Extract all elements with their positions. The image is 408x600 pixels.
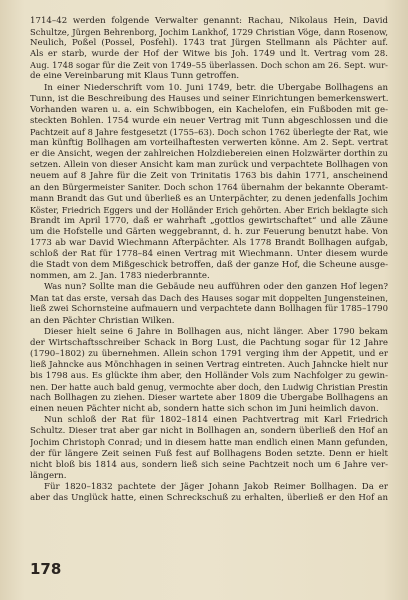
text-line: an den Bürgermeister Saniter. Doch schon 1764 übernahm der bekannte Oberamt- (30, 182, 388, 193)
text-line: Was nun? Sollte man die Gebäude neu aufführen oder den ganzen Hof legen? (44, 282, 388, 293)
text-line: einen neuen Pächter nicht ab, sondern hatte sich schon im Juni heimlich davon. (30, 404, 379, 415)
text-line: ließ Jahncke aus Mönchhagen in seinen Vertrag eintreten. Auch Jahncke hielt nur (30, 359, 388, 370)
text-line: nen. Der hatte auch bald genug, vermochte aber doch, den Ludwig Christian Prestin (30, 382, 388, 393)
text-line: der für längere Zeit seinen Fuß fest auf Bollhagens Boden setzte. Denn er hielt (30, 448, 388, 459)
text-line: 1773 ab war David Wiechmann Afterpächter. Als 1778 Brandt Bollhagen aufgab, (30, 237, 388, 248)
page-number: 178 (30, 560, 62, 578)
text-line: Aug. 1748 sogar für die Zeit von 1749–55 überlassen. Doch schon am 26. Sept. wur- (30, 60, 388, 71)
text-line: um die Hofstelle und Gärten weggebrannt, d. h. zur Feuerung benutzt habe. Von (30, 226, 388, 237)
text-line: Jochim Christoph Conrad; und in diesem hatte man endlich einen Mann gefunden, (30, 437, 388, 448)
text-line: Für 1820–1832 pachtete der Jäger Johann Jakob Reimer Bollhagen. Da er (44, 481, 388, 492)
text-line: bis 1798 aus. Es glückte ihm aber, den Holländer Vols zum Nachfolger zu gewin- (30, 371, 388, 381)
text-line: er die Ansicht, wegen der zahlreichen Holzdiebereien einen Holzwärter dorthin zu (30, 149, 388, 160)
text-line: der Wirtschaftsschreiber Schack in Borg Lust, die Pachtung sogar für 12 Jahre (30, 337, 388, 348)
text-line: ließ zwei Schornsteine aufmauern und verpachtete dann Bollhagen für 1785–1790 (30, 304, 388, 315)
text-line: man künftig Bollhagen am vorteilhaftesten verwerten könne. Am 2. Sept. vertrat (30, 138, 388, 149)
text-line: steckten Bohlen. 1754 wurde ein neuer Vertrag mit Tunn abgeschlossen und die (30, 115, 388, 126)
text-line: aber das Unglück hatte, einen Schreckschuß zu erhalten, überließ er den Hof an (30, 493, 388, 504)
text-line: Als er starb, wurde der Hof der Witwe bis Joh. 1749 und lt. Vertrag vom 28. (30, 49, 388, 60)
text-line: die Stadt von dem Mißgeschick betroffen, daß der ganze Hof, die Scheune ausge- (30, 260, 388, 271)
text-line: Schultz. Dieser trat aber gar nicht in Bollhagen an, sondern überließ den Hof an (30, 426, 388, 437)
text-line: de eine Vereinbarung mit Klaus Tunn getroffen. (30, 71, 240, 82)
text-line: nommen, am 2. Jan. 1783 niederbrannte. (30, 271, 210, 282)
text-line: Schultze, Jürgen Behrenborg, Jochim Lankhof, 1729 Christian Vöge, dann Rosenow, (30, 27, 388, 38)
text-line: Dieser hielt seine 6 Jahre in Bollhagen aus, nicht länger. Aber 1790 bekam (44, 326, 388, 337)
text-line: Pachtzeit auf 8 Jahre festgesetzt (1755–63). Doch schon 1762 überlegte der Rat, wie (30, 126, 388, 137)
text-line: setzen. Allein von dieser Ansicht kam man zurück und verpachtete Bollhagen von (30, 160, 388, 171)
text-line: Man tat das erste, versah das Dach des Hauses sogar mit doppelten Jungensteinen, (30, 293, 388, 304)
text-line: Vorhanden waren u. a. ein Schwibbogen, ein Kachelofen, ein Fußboden mit ge- (30, 104, 388, 115)
text-line: Brandt im April 1770, daß er wahrhaft „gottlos gewirtschaftet“ und alle Zäune (30, 215, 388, 226)
text-line: Neulich, Poßel (Possel, Posfehl). 1743 trat Jürgen Stellmann als Pächter auf. (30, 38, 388, 49)
text-line: nach Bollhagen zu ziehen. Dieser wartete aber 1809 die Übergabe Bollhagens an (30, 393, 388, 404)
text-line: längern. (30, 470, 67, 481)
text-line: schloß der Rat für 1778–84 einen Vertrag mit Wiechmann. Unter diesem wurde (30, 248, 388, 259)
text-line: mann Brandt das Gut und überließ es an Unterpächter, zu denen jedenfalls Jochim (30, 193, 388, 204)
text-line: an den Pächter Christian Wilken. (30, 315, 175, 326)
text-line: Nun schloß der Rat für 1802–1814 einen Pachtvertrag mit Karl Friedrich (44, 415, 388, 426)
text-line: Köster, Friedrich Eggers und der Holländer Erich gehörten. Aber Erich beklagte sich (30, 204, 388, 215)
text-line: neuem auf 8 Jahre für die Zeit von Trinitatis 1763 bis dahin 1771, anscheinend (30, 171, 388, 182)
text-line: Tunn, ist die Beschreibung des Hauses und seiner Einrichtungen bemerkenswert. (30, 93, 388, 104)
body-text (30, 16, 388, 504)
text-line: 1714–42 werden folgende Verwalter genannt: Rachau, Nikolaus Hein, David (30, 16, 388, 26)
text-line: (1790–1802) zu übernehmen. Allein schon 1791 verging ihm der Appetit, und er (30, 348, 388, 359)
text-line: nicht bloß bis 1814 aus, sondern ließ sich seine Pachtzeit noch um 6 Jahre ver- (30, 459, 388, 470)
text-line: In einer Niederschrift vom 10. Juni 1749, betr. die Übergabe Bollhagens an (44, 82, 388, 93)
